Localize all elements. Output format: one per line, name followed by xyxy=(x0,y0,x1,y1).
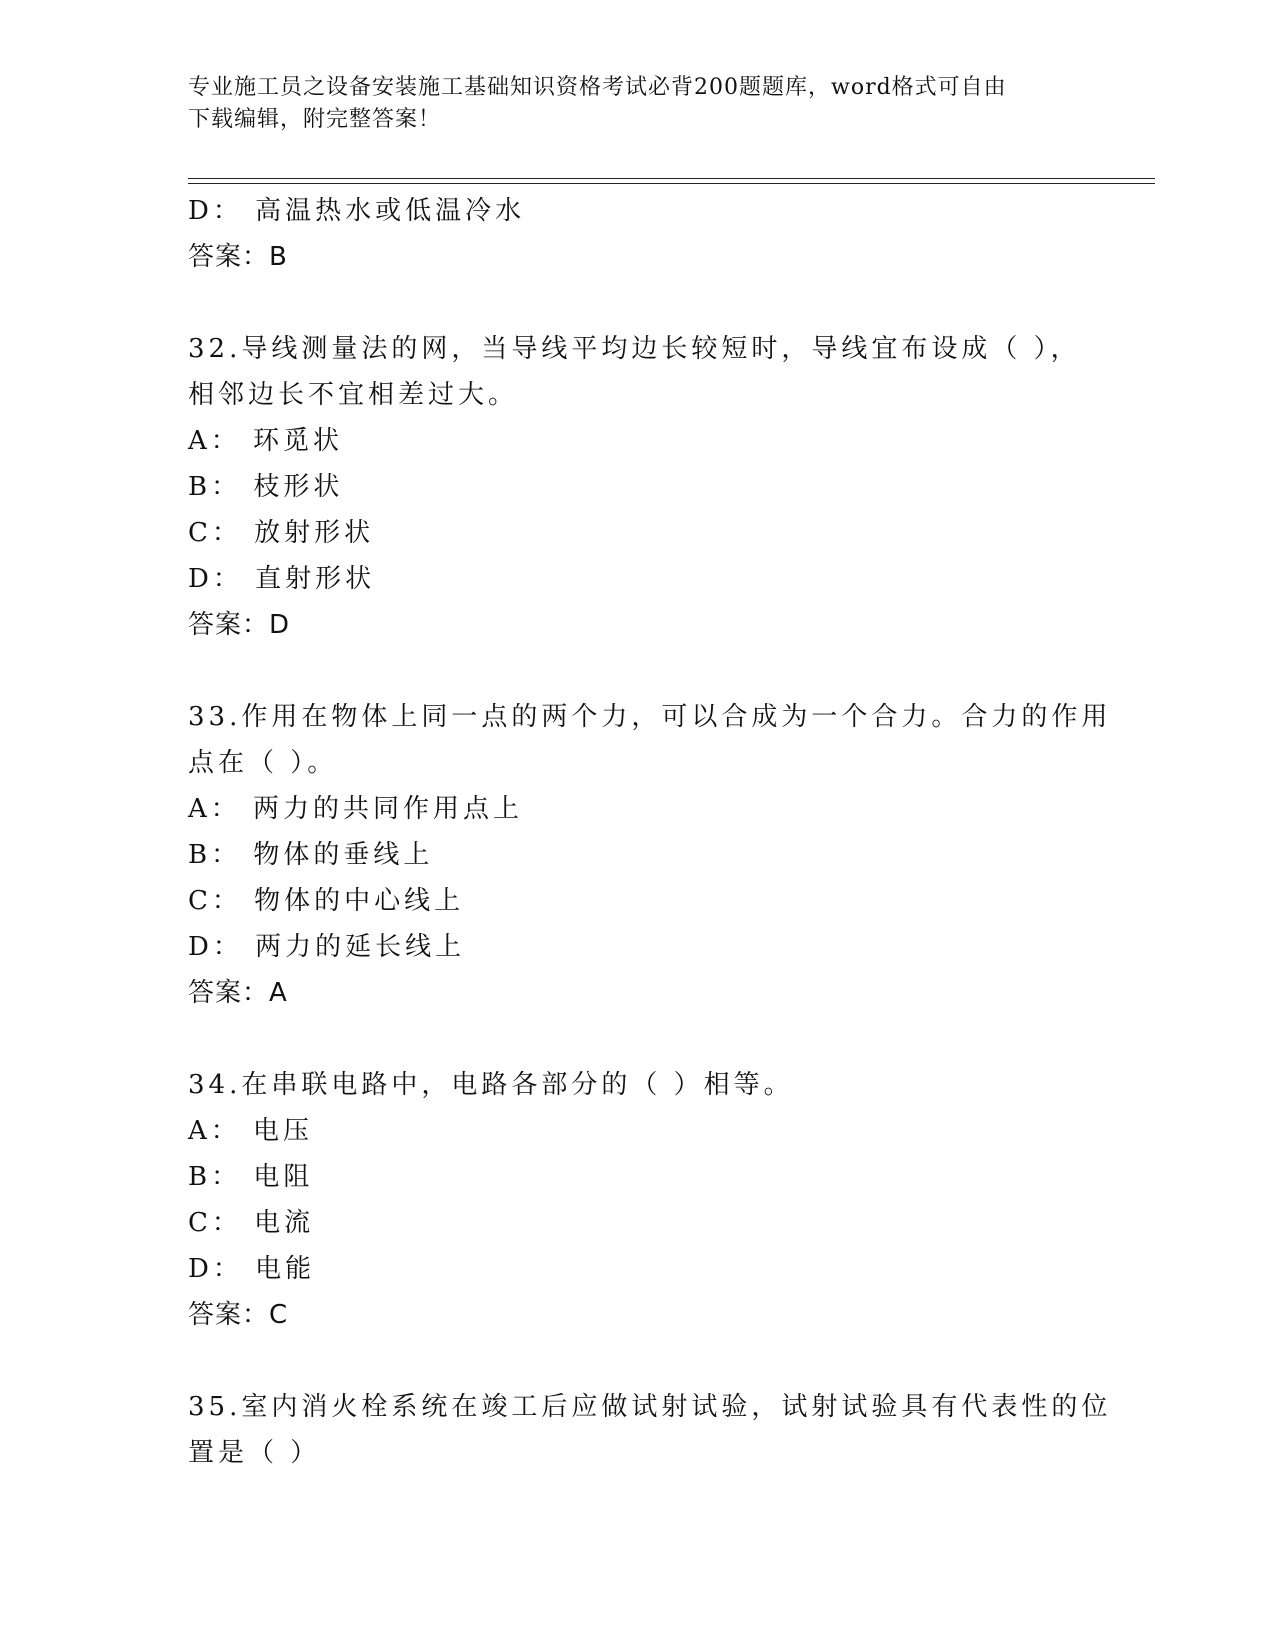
question-text-line-1: 32.导线测量法的网，当导线平均边长较短时，导线宜布设成（ ）， xyxy=(188,334,1081,364)
header-line-2: 下载编辑，附完整答案！ xyxy=(188,107,442,132)
spacer xyxy=(188,280,1088,326)
option-b: B： 物体的垂线上 xyxy=(188,840,434,870)
question-text-line-2: 点在（ ）。 xyxy=(188,748,338,778)
option-c: C： 物体的中心线上 xyxy=(188,886,465,916)
question-32 xyxy=(188,326,1088,648)
option-d: D： 直射形状 xyxy=(188,564,376,594)
question-text-line-1: 35.室内消火栓系统在竣工后应做试射试验，试射试验具有代表性的位 xyxy=(188,1392,1112,1422)
question-34 xyxy=(188,1062,1088,1338)
option-d: D： 两力的延长线上 xyxy=(188,932,466,962)
answer: 答案：D xyxy=(188,610,291,640)
option-c: C： 放射形状 xyxy=(188,518,375,548)
answer: 答案：C xyxy=(188,1300,289,1330)
option-d: D： 高温热水或低温冷水 xyxy=(188,196,526,226)
header-line-1: 专业施工员之设备安装施工基础知识资格考试必背200题题库，word格式可自由 xyxy=(188,75,1007,100)
option-d: D： 电能 xyxy=(188,1254,316,1284)
option-a: A： 环觅状 xyxy=(188,426,344,456)
answer: 答案：B xyxy=(188,242,288,272)
spacer xyxy=(188,1338,1088,1384)
answer: 答案：A xyxy=(188,978,288,1008)
question-text-line-2: 置是（ ） xyxy=(188,1438,321,1468)
question-35 xyxy=(188,1384,1112,1476)
option-b: B： 电阻 xyxy=(188,1162,314,1192)
question-list xyxy=(188,188,1112,1476)
option-c: C： 电流 xyxy=(188,1208,315,1238)
question-text-line-2: 相邻边长不宜相差过大。 xyxy=(188,380,519,410)
document-header xyxy=(188,72,1088,136)
option-b: B： 枝形状 xyxy=(188,472,344,502)
question-33 xyxy=(188,694,1112,1016)
spacer xyxy=(188,1016,1088,1062)
spacer xyxy=(188,648,1088,694)
question-text-line-1: 34.在串联电路中，电路各部分的（ ）相等。 xyxy=(188,1070,794,1100)
header-rule-top xyxy=(188,178,1155,179)
option-a: A： 两力的共同作用点上 xyxy=(188,794,524,824)
option-a: A： 电压 xyxy=(188,1116,314,1146)
header-rule-bottom xyxy=(188,183,1155,184)
question-text-line-1: 33.作用在物体上同一点的两个力，可以合成为一个合力。合力的作用 xyxy=(188,702,1112,732)
